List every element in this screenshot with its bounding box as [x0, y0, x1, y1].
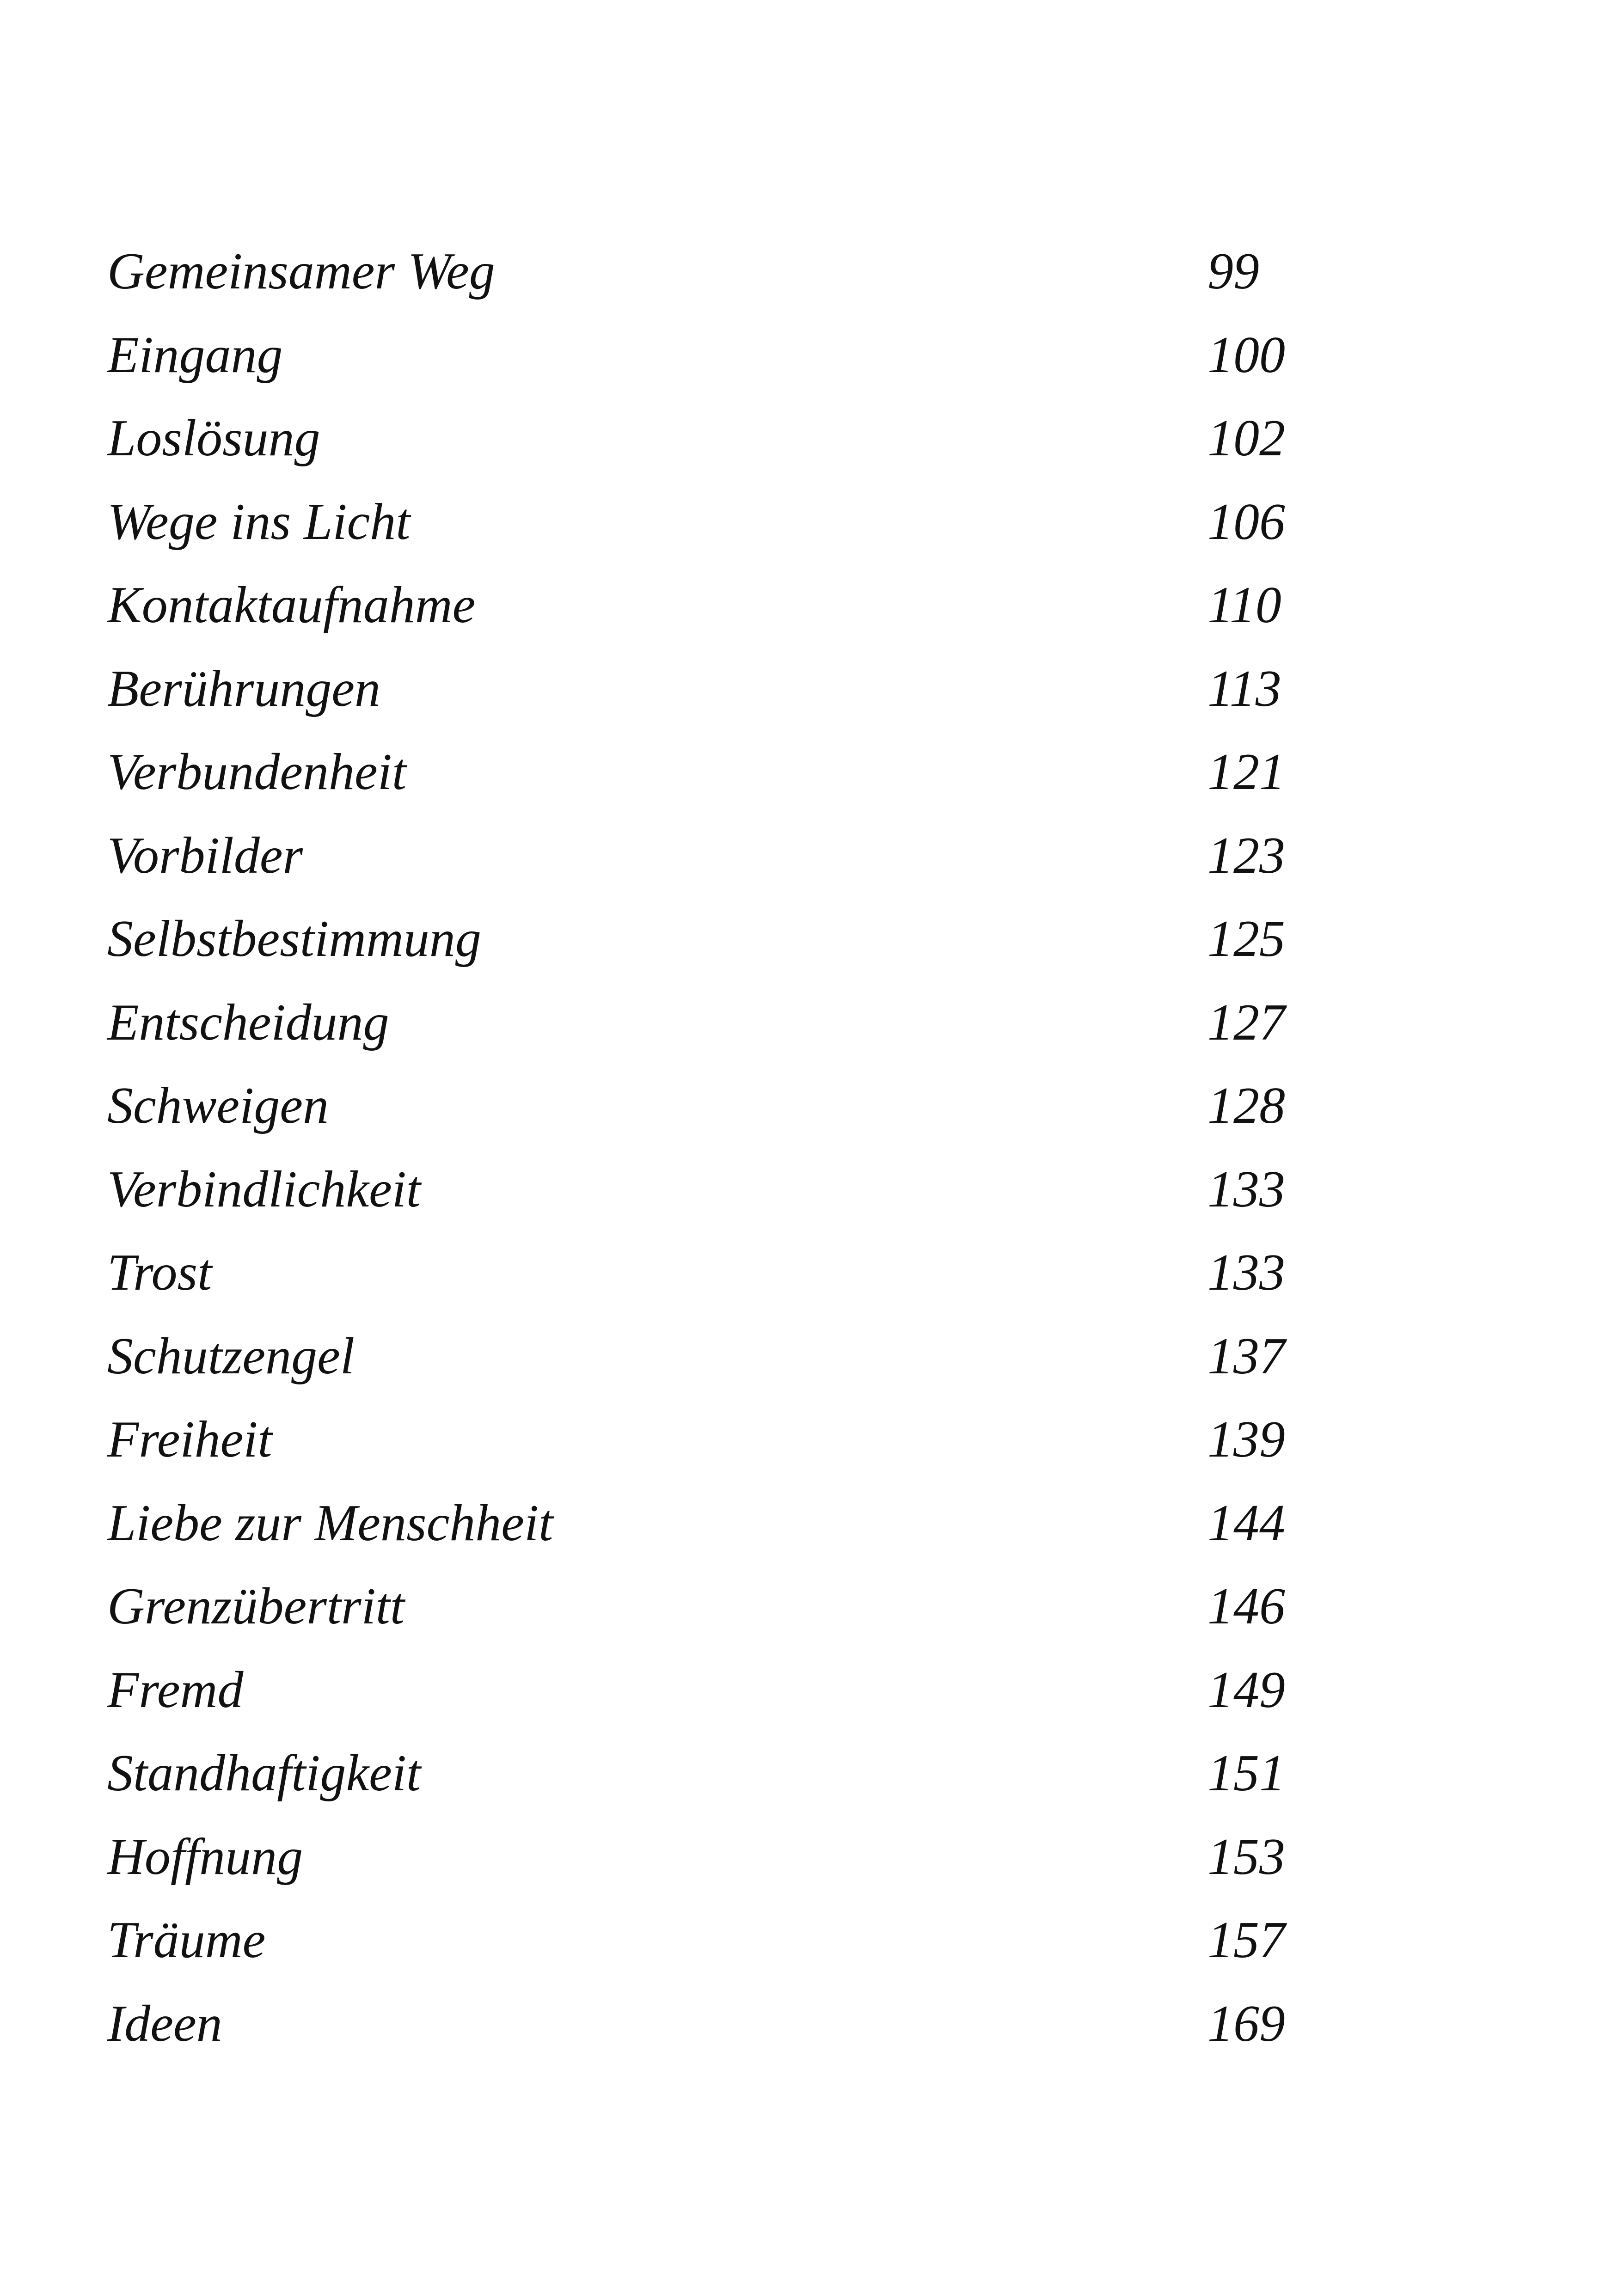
toc-entry-title: Ideen [107, 1995, 222, 2052]
toc-entry [107, 1155, 1309, 1238]
toc-entry-title: Fremd [107, 1661, 244, 1719]
toc-entry-page-number: 113 [1207, 660, 1281, 717]
toc-entry-title: Schutzengel [107, 1327, 355, 1385]
toc-entry-title: Kontaktaufnahme [107, 576, 476, 634]
toc-entry-page-number: 139 [1207, 1411, 1285, 1468]
toc-entry-page-number: 127 [1207, 993, 1285, 1051]
toc-entry [107, 1405, 1309, 1488]
toc-entry-title: Liebe zur Menschheit [107, 1494, 553, 1552]
toc-entry [107, 654, 1309, 738]
toc-entry-page-number: 157 [1207, 1911, 1285, 1969]
toc-entry-page-number: 137 [1207, 1327, 1285, 1385]
toc-entry [107, 237, 1309, 320]
toc-entry [107, 487, 1309, 571]
toc-entry-title: Trost [107, 1244, 212, 1301]
toc-entry-page-number: 100 [1207, 326, 1285, 384]
toc-entry [107, 1989, 1309, 2073]
toc-entry [107, 1822, 1309, 1906]
toc-entry [107, 570, 1309, 654]
toc-entry [107, 1905, 1309, 1989]
toc-entry-page-number: 123 [1207, 827, 1285, 884]
toc-entry-page-number: 110 [1207, 576, 1281, 634]
toc-entry-page-number: 106 [1207, 493, 1285, 551]
toc-entry-page-number: 102 [1207, 410, 1285, 467]
table-of-contents [107, 237, 1309, 2072]
toc-entry-title: Vorbilder [107, 827, 303, 884]
toc-entry-page-number: 146 [1207, 1578, 1285, 1635]
toc-entry-title: Grenzübertritt [107, 1578, 404, 1635]
toc-entry-title: Verbindlichkeit [107, 1160, 421, 1218]
toc-entry [107, 404, 1309, 487]
toc-entry [107, 904, 1309, 988]
toc-entry [107, 1572, 1309, 1655]
toc-entry-page-number: 144 [1207, 1494, 1285, 1552]
toc-entry-page-number: 169 [1207, 1995, 1285, 2052]
toc-entry-page-number: 121 [1207, 743, 1285, 801]
toc-entry [107, 1322, 1309, 1405]
toc-entry-title: Freiheit [107, 1411, 272, 1468]
toc-entry-page-number: 99 [1207, 243, 1259, 300]
toc-entry [107, 821, 1309, 905]
toc-entry-title: Entscheidung [107, 993, 389, 1051]
toc-entry [107, 1488, 1309, 1572]
toc-entry-title: Hoffnung [107, 1828, 303, 1886]
toc-entry-title: Wege ins Licht [107, 493, 411, 551]
toc-entry-title: Berührungen [107, 660, 381, 717]
toc-entry [107, 988, 1309, 1071]
toc-entry-title: Gemeinsamer Weg [107, 243, 495, 300]
toc-entry-page-number: 149 [1207, 1661, 1285, 1719]
toc-entry [107, 1238, 1309, 1322]
toc-entry-page-number: 128 [1207, 1077, 1285, 1134]
toc-entry-page-number: 151 [1207, 1745, 1285, 1802]
toc-entry [107, 1071, 1309, 1155]
toc-entry [107, 320, 1309, 404]
toc-entry-title: Träume [107, 1911, 266, 1969]
toc-entry-page-number: 133 [1207, 1160, 1285, 1218]
toc-entry-page-number: 125 [1207, 910, 1285, 967]
toc-entry [107, 1739, 1309, 1822]
toc-entry [107, 1655, 1309, 1739]
toc-entry-title: Standhaftigkeit [107, 1745, 421, 1802]
toc-entry-title: Eingang [107, 326, 283, 384]
toc-entry-page-number: 153 [1207, 1828, 1285, 1886]
toc-entry-title: Verbundenheit [107, 743, 406, 801]
toc-entry-title: Schweigen [107, 1077, 329, 1134]
toc-entry-page-number: 133 [1207, 1244, 1285, 1301]
toc-entry [107, 737, 1309, 821]
toc-entry-title: Selbstbestimmung [107, 910, 481, 967]
toc-entry-title: Loslösung [107, 410, 320, 467]
